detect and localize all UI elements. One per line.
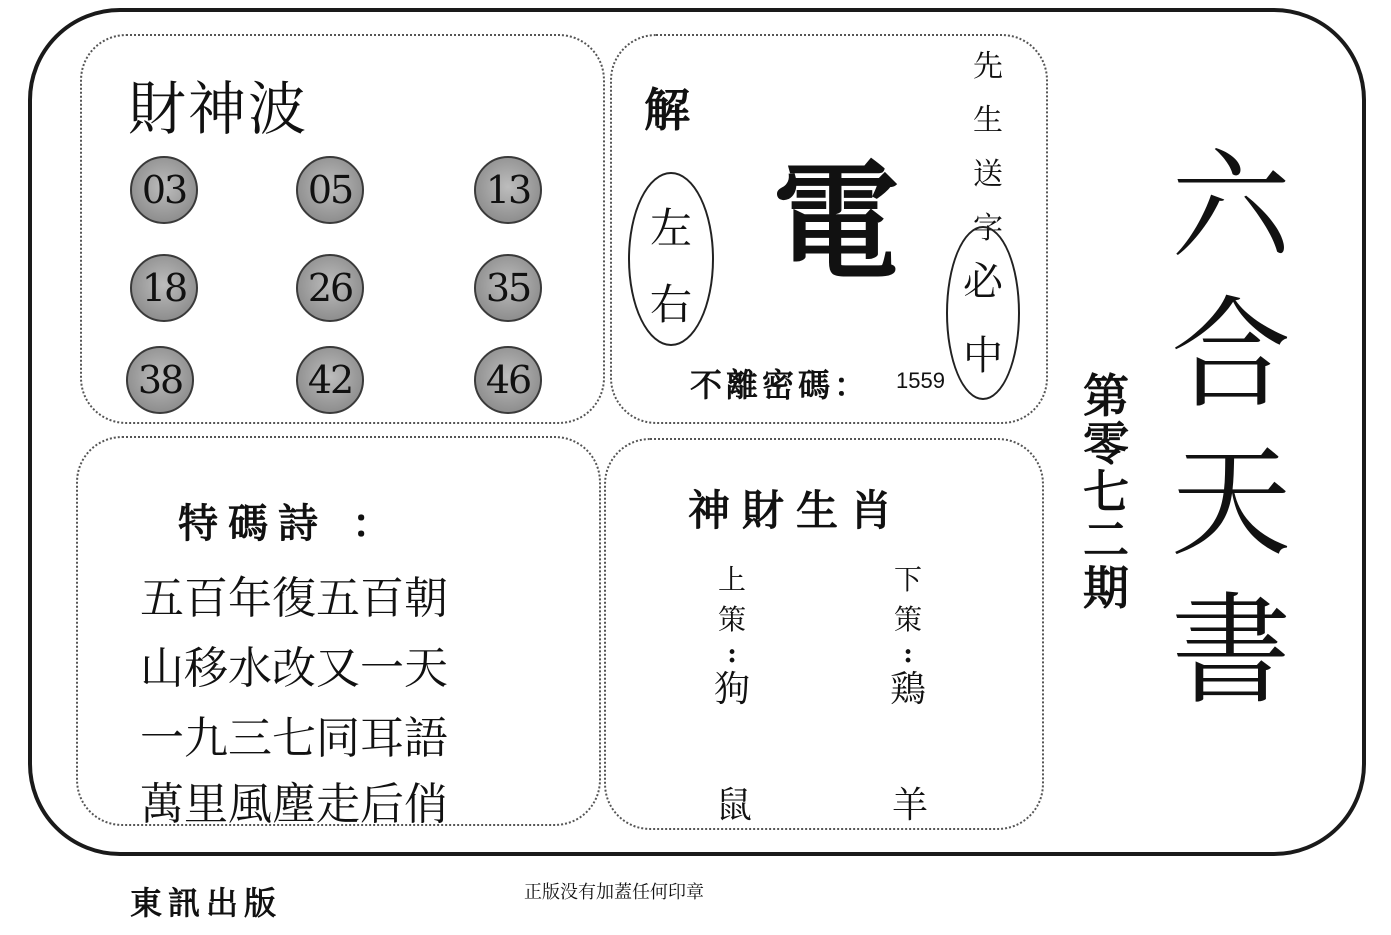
brand-char: 合 [1171, 286, 1291, 425]
right-oval-char: 中 [963, 333, 1003, 379]
poem-line: 五百年復五百朝 [140, 573, 448, 624]
zodiac-lower [886, 560, 930, 712]
number-ball: 42 [296, 346, 364, 414]
zodiac-lower-second [888, 784, 932, 828]
right-oval-char: 必 [963, 259, 1003, 305]
riddle-main-char: 電 [772, 149, 901, 298]
secret-code-value: 1559 [896, 368, 945, 393]
poem-title: 特碼詩 ： [178, 501, 402, 547]
zodiac-animal: 鶏 [889, 669, 926, 710]
poem-line: 一九三七同耳語 [140, 713, 448, 764]
zodiac-lower-label: 策 [893, 603, 922, 636]
right-oval [946, 226, 1020, 400]
left-oval-char: 左 [649, 204, 692, 253]
left-oval [628, 172, 714, 346]
zodiac-upper-label: 策 [717, 603, 746, 636]
brand-title [1166, 134, 1296, 726]
vertical-caption [968, 40, 1008, 256]
issue-number [1078, 369, 1134, 615]
number-ball: 26 [296, 254, 364, 322]
secret-code-label: 不離密碼： [690, 366, 871, 404]
vertical-char: 生 [973, 103, 1003, 138]
poem-line: 山移水改又一天 [140, 643, 448, 694]
issue-char: 七 [1083, 465, 1129, 519]
zodiac-animal: 鼠 [715, 785, 752, 826]
notice: 正版没有加蓋任何印章 [524, 882, 704, 903]
zodiac-colon: : [903, 639, 913, 669]
wave-title: 財神波 [128, 75, 309, 143]
issue-char: 二 [1083, 513, 1129, 567]
number-ball: 46 [474, 346, 542, 414]
brand-char: 六 [1171, 138, 1291, 277]
number-ball: 35 [474, 254, 542, 322]
number-ball: 05 [296, 156, 364, 224]
brand-char: 天 [1171, 434, 1291, 573]
brand-char: 書 [1171, 582, 1291, 721]
zodiac-title: 神財生肖 [688, 486, 905, 535]
number-ball: 03 [130, 156, 198, 224]
zodiac-upper-second [712, 784, 756, 828]
vertical-char: 送 [973, 157, 1003, 192]
zodiac-colon: : [727, 639, 737, 669]
publisher: 東訊出版 [130, 884, 283, 922]
zodiac-lower-label: 下 [893, 563, 922, 596]
zodiac-animal: 羊 [891, 785, 928, 826]
number-ball: 13 [474, 156, 542, 224]
zodiac-upper-label: 上 [717, 563, 746, 596]
number-ball: 18 [130, 254, 198, 322]
issue-char: 第 [1083, 369, 1129, 423]
zodiac-animal: 狗 [713, 669, 750, 710]
issue-char: 期 [1083, 561, 1129, 615]
number-ball: 38 [126, 346, 194, 414]
issue-char: 零 [1083, 417, 1129, 471]
vertical-char: 字 [973, 211, 1003, 246]
zodiac-upper [710, 560, 754, 712]
poem-line: 萬里風塵走后俏 [140, 779, 448, 830]
left-oval-char: 右 [649, 280, 692, 329]
vertical-char: 先 [973, 49, 1003, 84]
riddle-label: 解 [644, 83, 690, 137]
